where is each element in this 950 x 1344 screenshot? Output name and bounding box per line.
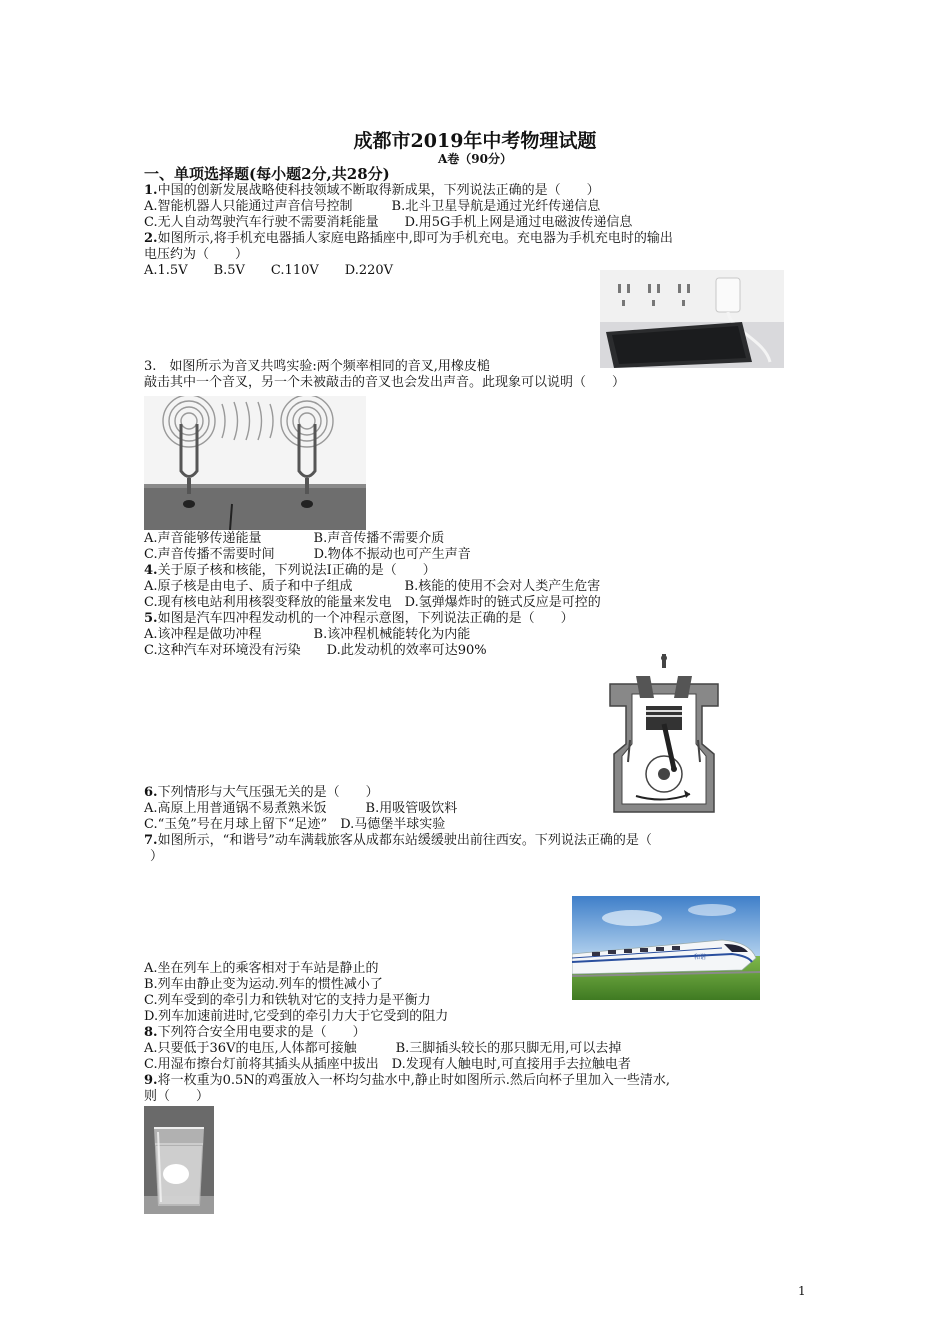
question-4-stem — [144, 563, 436, 579]
question-number: 4. — [144, 563, 158, 578]
question-8-stem — [144, 1025, 366, 1041]
question-9-stem — [144, 1073, 670, 1089]
question-3-stem-cont: 敲击其中一个音叉，另一个未被敲击的音叉也会发出声音。此现象可以说明（ ） — [144, 375, 626, 390]
question-6-options-ab: A.高原上用普通锅不易煮熟米饭 B.用吸管吸饮料 — [144, 801, 458, 816]
phone-charger-photo — [600, 270, 784, 368]
question-text: 下列符合安全用电要求的是（ ） — [157, 1025, 366, 1040]
question-4-options-cd: C.现有核电站利用核裂变释放的能量来发电 D.氢弹爆炸时的链式反应是可控的 — [144, 595, 601, 610]
engine-illustration — [606, 654, 722, 814]
question-1-options-ab: A.智能机器人只能通过声音信号控制 B.北斗卫星导航是通过光纤传递信息 — [144, 199, 601, 214]
question-1-stem — [144, 183, 600, 199]
phone-charger-illustration — [600, 270, 784, 368]
question-2-options: A.1.5V B.5V C.110V D.220V — [144, 263, 394, 278]
question-7-option-b: B.列车由静止变为运动.列车的惯性减小了 — [144, 977, 383, 992]
egg-glass-illustration — [144, 1106, 214, 1214]
question-text: 下列情形与大气压强无关的是（ ） — [157, 785, 379, 800]
question-3-stem: 3. 如图所示为音叉共鸣实验:两个频率相同的音叉,用橡皮槌 — [144, 359, 490, 374]
question-number: 7. — [144, 833, 158, 848]
question-text: 将一枚重为0.5N的鸡蛋放入一杯均匀盐水中,静止时如图所示.然后向杯子里加入一些清水, — [157, 1073, 671, 1088]
question-number: 8. — [144, 1025, 158, 1040]
question-7-option-c: C.列车受到的牵引力和铁轨对它的支持力是平衡力 — [144, 993, 431, 1008]
question-text: 如图所示，“和谐号”动车满载旅客从成都东站缓缓驶出前往西安。下列说法正确的是（ — [157, 833, 652, 848]
question-6-stem — [144, 785, 379, 801]
question-number: 5. — [144, 611, 158, 626]
train-logo: 和谐 — [694, 954, 707, 961]
page-number: 1 — [798, 1284, 806, 1298]
tuning-fork-photo — [144, 396, 366, 530]
question-text: 中国的创新发展战略使科技领域不断取得新成果，下列说法正确的是（ ） — [157, 183, 600, 198]
question-2-stem — [144, 231, 673, 247]
question-4-options-ab: A.原子核是由电子、质子和中子组成 B.核能的使用不会对人类产生危害 — [144, 579, 601, 594]
question-7-option-a: A.坐在列车上的乘客相对于车站是静止的 — [144, 961, 379, 976]
page-subtitle: A卷（90分） — [437, 152, 512, 166]
question-7-option-d: D.列车加速前进时,它受到的牵引力大于它受到的阻力 — [144, 1009, 449, 1024]
question-9-stem-cont: 则（ ） — [144, 1089, 210, 1104]
section-heading: 一、单项选择题(每小题2分,共28分) — [144, 165, 390, 183]
question-5-options-ab: A.该冲程是做功冲程 B.该冲程机械能转化为内能 — [144, 627, 471, 642]
question-number: 6. — [144, 785, 158, 800]
page-title: 成都市2019年中考物理试题 — [353, 130, 597, 152]
question-6-options-cd: C.“玉兔”号在月球上留下“足迹” D.马德堡半球实验 — [144, 817, 446, 832]
engine-stroke-diagram — [606, 654, 722, 814]
train-illustration — [572, 896, 760, 1000]
question-text: 如图是汽车四冲程发动机的一个冲程示意图，下列说法正确的是（ ） — [157, 611, 574, 626]
question-3-options-ab: A.声音能够传递能量 B.声音传播不需要介质 — [144, 531, 445, 546]
egg-glass-photo — [144, 1106, 214, 1214]
question-1-options-cd: C.无人自动驾驶汽车行驶不需要消耗能量 D.用5G手机上网是通过电磁波传递信息 — [144, 215, 633, 230]
question-number: 1. — [144, 183, 158, 198]
question-number: 2. — [144, 231, 158, 246]
question-2-stem-cont: 电压约为（ ） — [144, 247, 249, 262]
question-8-options-ab: A.只要低于36V的电压,人体都可接触 B.三脚插头较长的那只脚无用,可以去掉 — [144, 1041, 622, 1056]
question-number: 9. — [144, 1073, 158, 1088]
question-text: 关于原子核和核能，下列说法I正确的是（ ） — [157, 563, 436, 578]
question-5-options-cd: C.这种汽车对环境没有污染 D.此发动机的效率可达90% — [144, 643, 487, 658]
question-7-stem-cont: ） — [150, 849, 164, 864]
question-5-stem — [144, 611, 574, 627]
question-7-stem — [144, 833, 652, 849]
question-3-options-cd: C.声音传播不需要时间 D.物体不振动也可产生声音 — [144, 547, 471, 562]
question-8-options-cd: C.用湿布擦台灯前将其插头从插座中拔出 D.发现有人触电时,可直接用手去拉触电者 — [144, 1057, 631, 1072]
tuning-fork-illustration — [144, 396, 366, 530]
train-photo — [572, 896, 760, 1000]
question-text: 如图所示,将手机充电器插人家庭电路插座中,即可为手机充电。充电器为手机充电时的输出 — [157, 231, 673, 246]
